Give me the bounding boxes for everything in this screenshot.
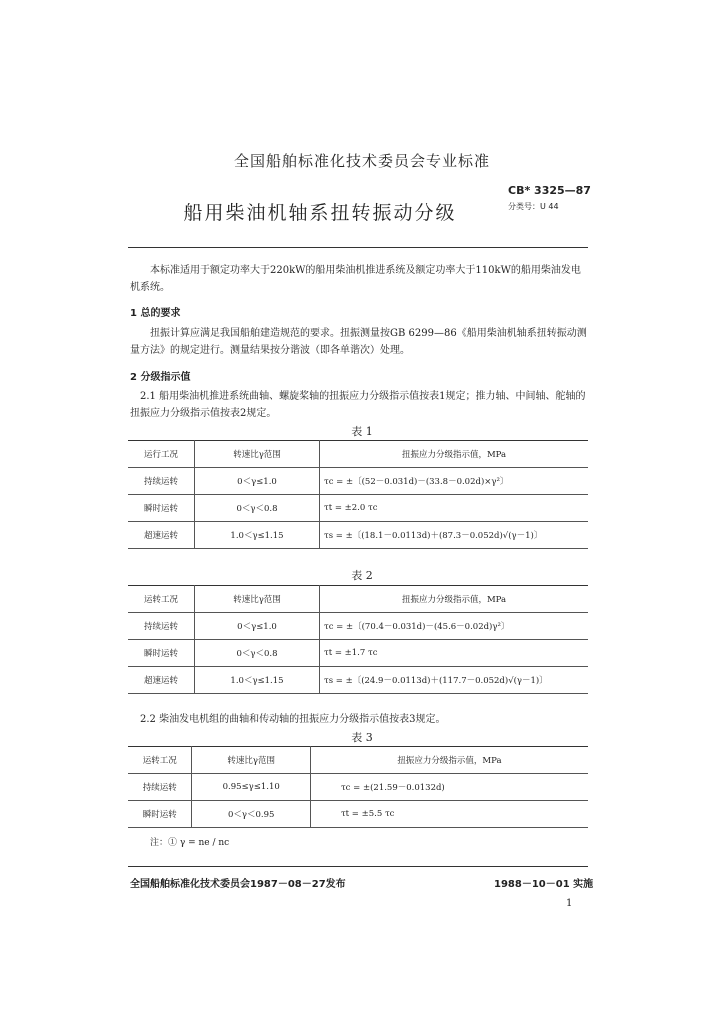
table-header-row	[128, 586, 588, 613]
table-header-cell: 扭振应力分级指示值，MPa	[320, 441, 589, 468]
document-title: 船用柴油机轴系扭转振动分级	[183, 202, 457, 224]
intro-paragraph: 本标准适用于额定功率大于220kW的船用柴油机推进系统及额定功率大于110kW的船用柴油发电机系统。	[130, 265, 581, 293]
table-cell: τs = ±〔(18.1－0.0113d)＋(87.3－0.052d)√(γ－1)〕	[320, 522, 589, 549]
table-cell: τc = ±〔(52－0.031d)－(33.8－0.02d)×γ²〕	[320, 468, 589, 495]
table-header-row	[128, 441, 588, 468]
table-cell: τc = ±〔(70.4－0.031d)－(45.6－0.02d)γ²〕	[320, 613, 589, 640]
table-row	[128, 468, 588, 495]
page-number: 1	[566, 898, 573, 909]
table-header-cell: 扭振应力分级指示值，MPa	[320, 586, 589, 613]
table-cell: 瞬时运转	[128, 640, 195, 667]
table-1-caption: 表 1	[351, 425, 373, 438]
table-row	[128, 667, 588, 694]
table-cell: 0＜γ＜0.95	[192, 801, 311, 828]
table-header-cell: 转速比γ范围	[192, 747, 311, 774]
footer-rule	[128, 866, 588, 867]
table-3	[128, 746, 588, 828]
table-cell: 瞬时运转	[128, 801, 192, 828]
issuing-organization: 全国船舶标准化技术委员会专业标准	[233, 152, 490, 170]
table-row	[128, 613, 588, 640]
table-cell: 持续运转	[128, 774, 192, 801]
issue-date: 全国船舶标准化技术委员会1987－08－27发布	[130, 879, 346, 890]
standard-number: CB* 3325—87	[508, 184, 591, 197]
table-cell: 持续运转	[128, 613, 195, 640]
table-1	[128, 440, 588, 549]
table-header-cell: 运转工况	[128, 586, 195, 613]
table-cell: 0.95≤γ≤1.10	[192, 774, 311, 801]
table-cell: 1.0＜γ≤1.15	[195, 522, 320, 549]
section-1-text: 扭振计算应满足我国船舶建造规范的要求。扭振测量按GB 6299—86《船用柴油机轴系扭转振动测量方法》的规定进行。测量结果按分谐波（即各单谐次）处理。	[130, 328, 587, 356]
table-cell: 0＜γ≤1.0	[195, 613, 320, 640]
effective-date: 1988－10－01 实施	[494, 879, 594, 890]
table-cell: 1.0＜γ≤1.15	[195, 667, 320, 694]
table-cell: 超速运转	[128, 522, 195, 549]
table-cell: 0＜γ＜0.8	[195, 495, 320, 522]
header-rule	[128, 247, 588, 248]
section-2-2-text: 2.2 柴油发电机组的曲轴和传动轴的扭振应力分级指示值按表3规定。	[140, 714, 446, 725]
table-cell: τc = ±(21.59－0.0132d)	[310, 774, 588, 801]
classification-number: 分类号：U 44	[508, 202, 559, 211]
table-header-cell: 转速比γ范围	[195, 441, 320, 468]
table-row	[128, 640, 588, 667]
table-cell: τs = ±〔(24.9－0.0113d)＋(117.7－0.052d)√(γ－1)〕	[320, 667, 589, 694]
table-row	[128, 801, 588, 828]
table-cell: 瞬时运转	[128, 495, 195, 522]
footnote: 注：① γ = ne / nc	[150, 838, 230, 848]
table-2-caption: 表 2	[351, 569, 373, 582]
table-cell: 0＜γ≤1.0	[195, 468, 320, 495]
table-cell: 持续运转	[128, 468, 195, 495]
table-row	[128, 495, 588, 522]
table-row	[128, 774, 588, 801]
section-2-heading: 2 分级指示值	[130, 372, 191, 383]
table-header-cell: 扭振应力分级指示值，MPa	[310, 747, 588, 774]
table-2	[128, 585, 588, 694]
table-header-row	[128, 747, 588, 774]
section-1-heading: 1 总的要求	[130, 308, 181, 319]
table-cell: 0＜γ＜0.8	[195, 640, 320, 667]
table-header-cell: 运行工况	[128, 441, 195, 468]
table-header-cell: 运转工况	[128, 747, 192, 774]
table-header-cell: 转速比γ范围	[195, 586, 320, 613]
section-2-1-text: 2.1 船用柴油机推进系统曲轴、螺旋桨轴的扭振应力分级指示值按表1规定；推力轴、中间轴、舵轴的扭振应力分级指示值按表2规定。	[130, 391, 586, 419]
table-cell: τt = ±2.0 τc	[320, 495, 589, 522]
table-row	[128, 522, 588, 549]
table-cell: 超速运转	[128, 667, 195, 694]
table-cell: τt = ±5.5 τc	[310, 801, 588, 828]
table-cell: τt = ±1.7 τc	[320, 640, 589, 667]
table-3-caption: 表 3	[351, 731, 373, 744]
